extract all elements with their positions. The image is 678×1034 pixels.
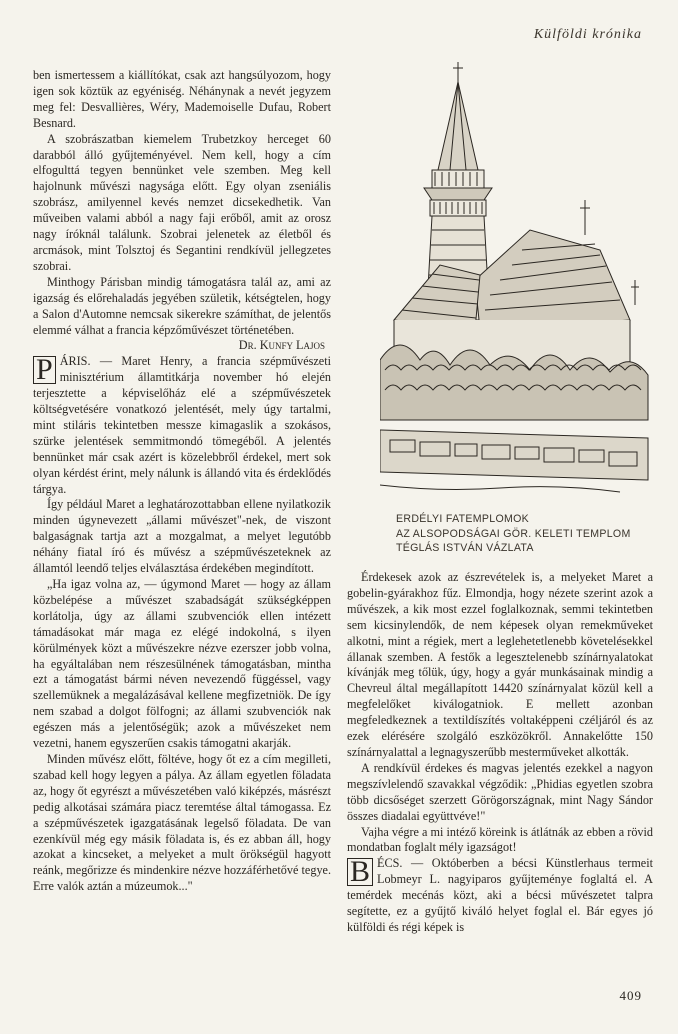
left-column [33, 68, 331, 895]
illustration-caption [396, 512, 658, 556]
caption-line: TÉGLÁS ISTVÁN VÁZLATA [396, 542, 534, 555]
page-number: 409 [619, 988, 642, 1003]
paragraph: „Ha igaz volna az, — úgymond Maret — hogy az állam közbelépése a művészet szabadságát szükségképpen korlátolja, úgy az állami szubvenciók ellen intézett támadásokat már maga ez elégé indokolná, s ilyen körülmények közt a művészekre nézve ezerszer jobb volna, ha egyáltalában nem részesülnének támogatásban, mintha ezt a támogatást bármi néven nevezendő függéssel, vagy szellemüknek a megalázásával kellene megfizetniök. De így nem szabad a dolgot fölfogni; az állami szubvenciók nak egészen más a jelentőségük; azok a művészeket nem vezetni, hanem egyszerűen csakis támogatni akarják. [33, 577, 331, 751]
wooden-church-illustration [380, 60, 650, 500]
caption-line: AZ ALSOPODSÁGAI GÖR. KELETI TEMPLOM [396, 527, 631, 540]
paragraph: Minthogy Párisban mindig támogatásra talál az, ami az igazság és előrehaladás jegyében születik, kétségtelen, hogy a Salon d'Automne nemcsak sikerekre számíthat, de jelentős elemmé válhat a francia képzőművészet történetében. [33, 274, 331, 337]
author-signature: Dr. Kunfy Lajos [238, 338, 325, 353]
running-header: Külföldi krónika [533, 27, 642, 42]
right-column [347, 570, 653, 936]
paragraph: Vajha végre a mi intéző köreink is átlátnák az ebben a rövid mondatban foglalt mély igazságot! [347, 824, 653, 855]
becs-section-paragraph [347, 856, 653, 936]
paragraph: ben ismertessem a kiállítókat, csak azt hangsúlyozom, hogy igen sok köztük az egyéniség. Néhánynak a nevét jegyzem meg fel: Desvallières, Wéry, Mademoiselle Dufau, Robert Besnard. [33, 68, 331, 130]
paragraph: Így például Maret a leghatározottabban ellene nyilatkozik minden úgynevezett „állami művészet"-nek, de viszont balgaságnak tartja azt a mozgalmat, a melyet legutóbb néhány fiatal író és művész a szépművészeteknek az államtól leendő teljes elválasztása érdekében megindított. [33, 497, 331, 576]
paragraph-text: ÉCS. — Októberben a bécsi Künstlerhaus termeit Lobmeyr L. nagyiparos gyűjteménye foglaltá el. A temérdek mecénás közt, aki a bécsi művészetet talpra segítette, ez a gyűjtő kiváló helyet foglal el. Bár egyes jó külföldi és régi képek is [347, 856, 653, 934]
paragraph: A rendkívül érdekes és magvas jelentés ezekkel a nagyon megszívlelendő szavakkal végződik: „Phidias egyetlen szobra több dicsőséget szerzett Görögországnak, mint Nagy Sándor összes diadalai együttvéve!" [347, 760, 653, 823]
paragraph: A szobrászatban kiemelem Trubetzkoy herceget 60 darabból álló gyűjteményével. Nem kell, hogy a cím elfogulttá tegyen bennünket vele szemben. Meg kell hajolnunk művészi nagysága előtt. Egy olyan zseniális szobrász, amilyennel kevés nemzet dicsekedhetik. Van műveiben valami abból a nagy faji erőből, amit az orosz nagy íróknál találunk. Szobrai jelenetek az életből és arcmások, mint Tolsztoj és Segantini rendkívül jellegzetes szobrai. [33, 131, 331, 273]
paris-section-paragraph [33, 354, 331, 497]
paragraph: Érdekesek azok az észrevételek is, a melyeket Maret a gobelin-gyárakhoz fűz. Elmondja, hogy nézete szerint azok a művészek, a kik most ezzel foglalkoznak, semmi tekintetben sem kicsinylendők, de nem képesek olyan remekműveket alkotni, mint a régiek, mert a leglehetetlenebb követelésekkel állanak szemben. A festők a legesztelenebb színárnyalatokat kívánják meg tőlük, úgy, hogy a gyár munkásainak mindig a Chevreul által megállapított 14420 színárnyalat közül kell a megfelelőket kiválogatniok. E mellett azonban megfeledkeznek a textildíszítés voltaképpeni czéljáról és az ezek elérésére szolgáló eszközökről. Annakelőtte 150 színárnyalattal a legnagyszerűbb mesterműveket alkották. [347, 570, 653, 759]
paragraph-text: ÁRIS. — Maret Henry, a francia szépművészeti minisztérium államtitkárja november hó elején terjesztette a képviselőház elé a szépművészetek költségvetésére vonatkozó jelentését, mely úgy tartalmi, mint stiláris tekintetben messze kimagaslik a szokásos, szürke jelentések semmitmondó tömegéből. A jelentés bennünket már csak azért is közelebbről érdekel, mert sok olyan kérdést érint, mely nálunk is állandó vita és érdeklődés tárgya. [33, 354, 331, 496]
drop-cap-p: P [33, 356, 56, 384]
paragraph: Minden művész előtt, föltéve, hogy őt ez a cím megilleti, szabad kell hogy legyen a pálya. Az állam egyetlen föladata az, hogy őt egyrészt a művészetében való kiképzés, másrészt pedig alkotásai számára piacz teremtése által támogassa. Ez a szépművészetek igazgatásának legelső föladata. De van ezenkívül még egy másik föladata is, és ez abban áll, hogy azokat a kincseket, a melyeket a mult örökségül hagyott reánk, megőrizze és mindenkire nézve hozzáférhetővé tegye. Erre valók aztán a múzeumok..." [33, 751, 331, 894]
drop-cap-b: B [347, 858, 373, 886]
caption-line: ERDÉLYI FATEMPLOMOK [396, 513, 530, 525]
